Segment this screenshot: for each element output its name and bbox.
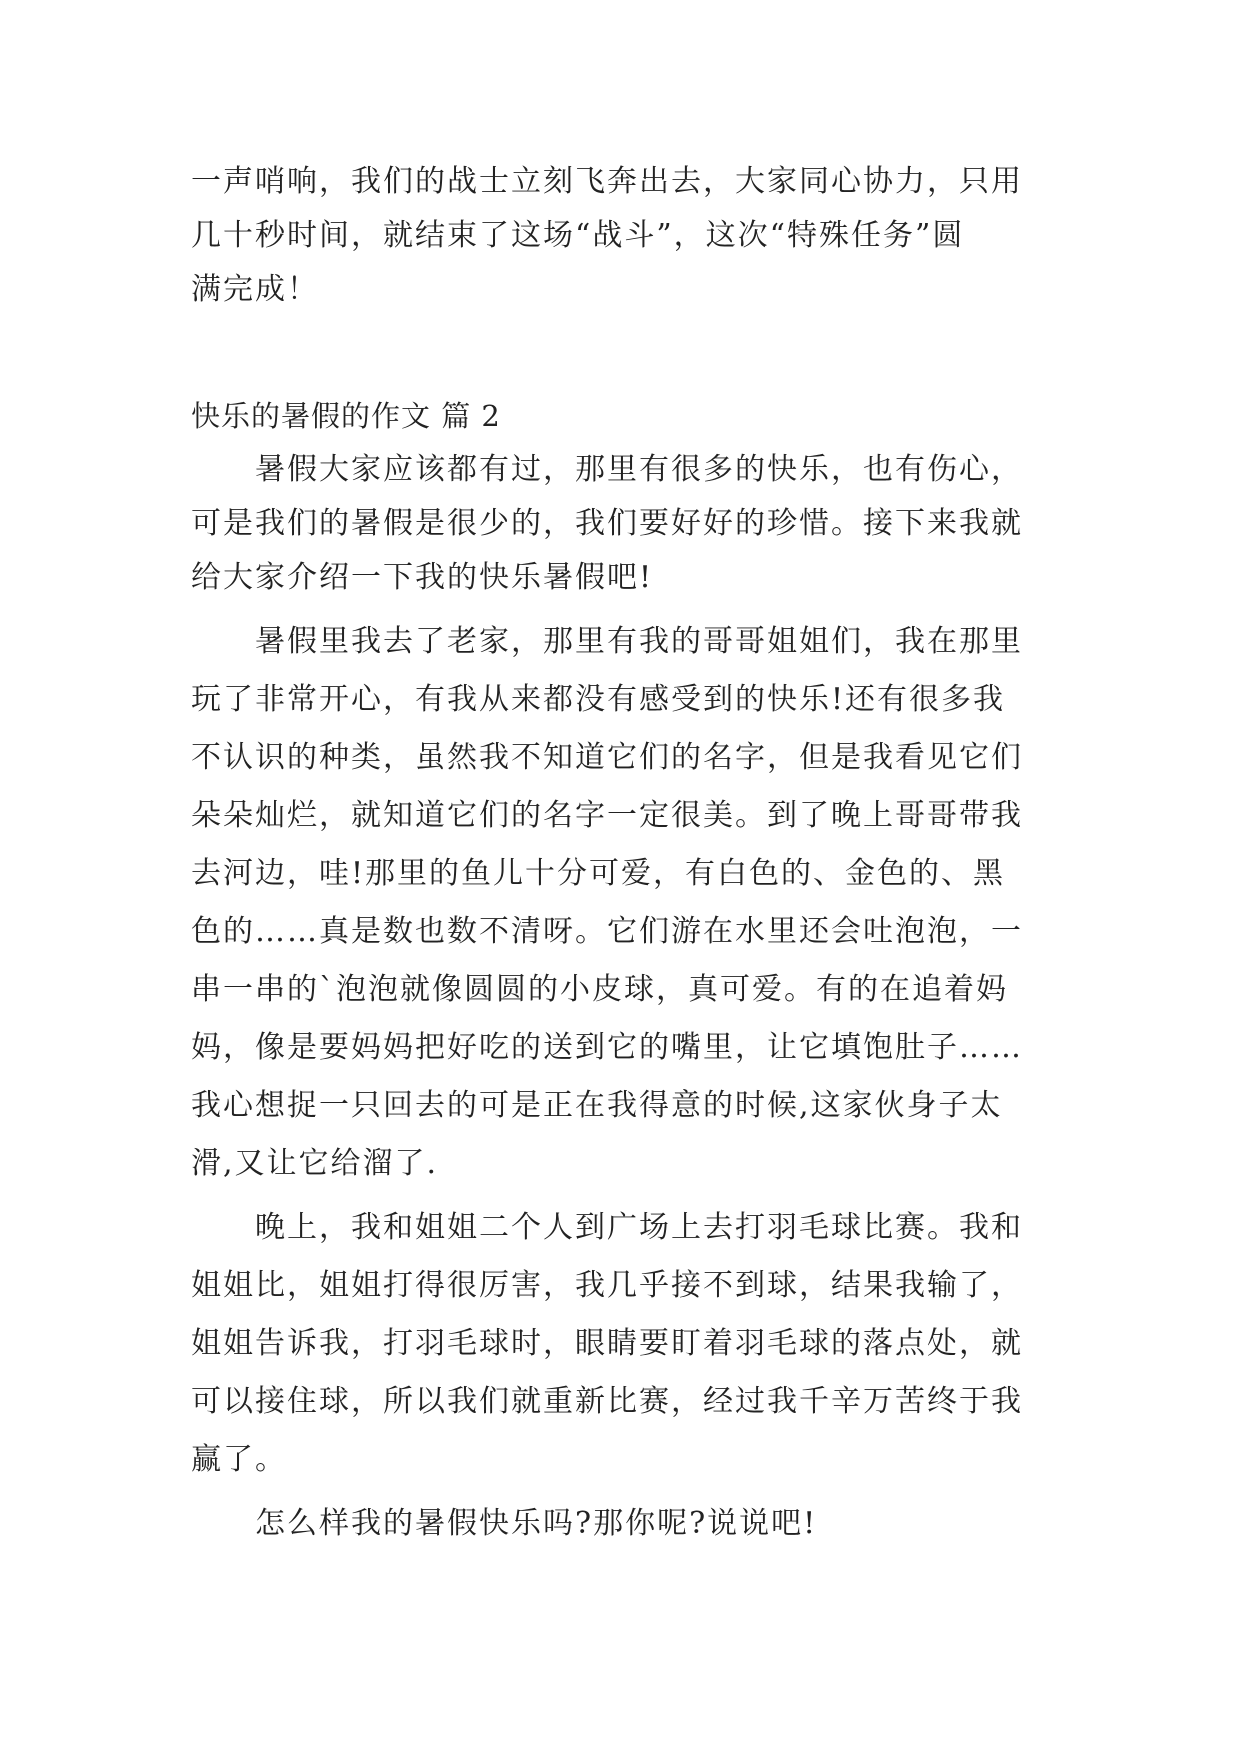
text-line: 赢了。 — [191, 1442, 287, 1477]
text-line: 可以接住球，所以我们就重新比赛，经过我千辛万苦终于我 — [191, 1384, 1023, 1419]
text-line: 姐姐告诉我，打羽毛球时，眼睛要盯着羽毛球的落点处，就 — [191, 1326, 1023, 1361]
text-line: 暑假大家应该都有过，那里有很多的快乐，也有伤心， — [255, 452, 1023, 487]
text-line: 色的……真是数也数不清呀。它们游在水里还会吐泡泡，一 — [191, 914, 1023, 949]
text-line: 给大家介绍一下我的快乐暑假吧! — [191, 560, 654, 595]
text-line: 可是我们的暑假是很少的，我们要好好的珍惜。接下来我就 — [191, 506, 1023, 541]
text-line: 姐姐比，姐姐打得很厉害，我几乎接不到球，结果我输了， — [191, 1268, 1023, 1303]
text-line: 暑假里我去了老家，那里有我的哥哥姐姐们，我在那里 — [255, 624, 1023, 659]
text-line: 满完成！ — [191, 272, 319, 307]
section-heading: 快乐的暑假的作文 篇 2 — [191, 399, 501, 433]
text-line: 玩了非常开心，有我从来都没有感受到的快乐!还有很多我 — [191, 682, 1006, 717]
text-line: 我心想捉一只回去的可是正在我得意的时候,这家伙身子太 — [191, 1088, 1003, 1123]
text-line: 几十秒时间，就结束了这场“战斗”，这次“特殊任务”圆 — [191, 218, 965, 253]
text-line: 怎么样我的暑假快乐吗?那你呢?说说吧! — [255, 1506, 818, 1541]
text-line: 去河边，哇!那里的鱼儿十分可爱，有白色的、金色的、黑 — [191, 856, 1006, 891]
text-line: 晚上，我和姐姐二个人到广场上去打羽毛球比赛。我和 — [255, 1210, 1023, 1245]
text-line: 滑,又让它给溜了. — [191, 1146, 439, 1181]
text-line: 不认识的种类，虽然我不知道它们的名字，但是我看见它们 — [191, 740, 1023, 775]
text-line: 妈，像是要妈妈把好吃的送到它的嘴里，让它填饱肚子…… — [191, 1030, 1023, 1065]
text-line: 朵朵灿烂，就知道它们的名字一定很美。到了晚上哥哥带我 — [191, 798, 1023, 833]
text-line: 串一串的`泡泡就像圆圆的小皮球，真可爱。有的在追着妈 — [191, 972, 1008, 1007]
text-line: 一声哨响，我们的战士立刻飞奔出去，大家同心协力，只用 — [191, 164, 1023, 199]
